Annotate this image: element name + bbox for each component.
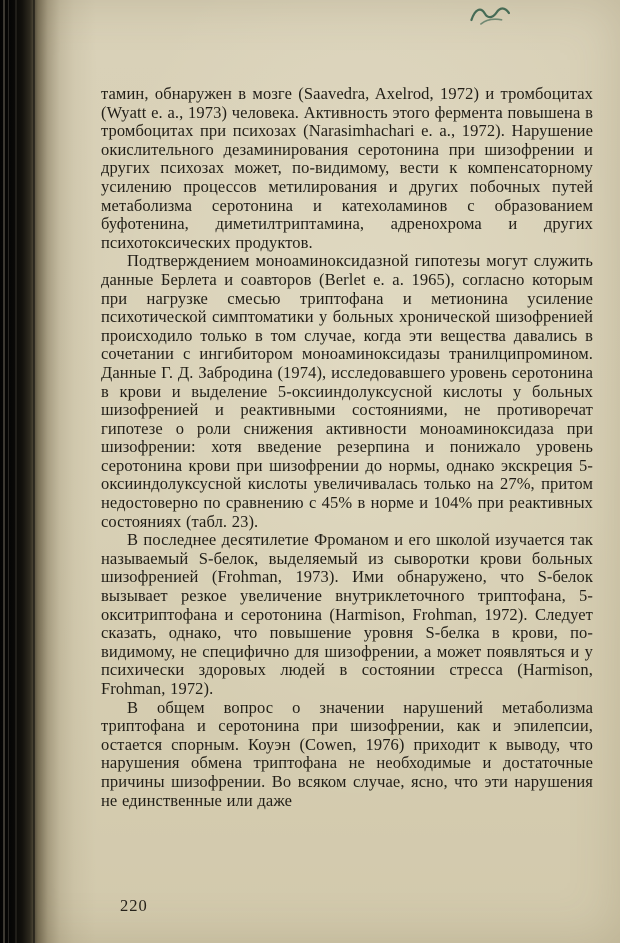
binding-streak bbox=[15, 0, 17, 943]
binding-shadow bbox=[0, 0, 96, 943]
binding-streak bbox=[33, 0, 35, 943]
paragraph-4: В общем вопрос о значении нарушений метаболизма триптофана и серотонина при шизофрении, как и эпилепсии, остается спорным. Коуэн (Cowen, 1976) приходит к выводу, что нарушения обмена триптофана не необходимые и достаточные причины шизофрении. Во всяком случае, ясно, что эти нарушения не единственные или даже bbox=[101, 697, 593, 810]
binding-streak bbox=[3, 0, 5, 943]
paragraph-1: тамин, обнаружен в мозге (Saavedra, Axelrod, 1972) и тромбоцитах (Wyatt е. а., 1973) человека. Активность этого фермента повышена в тромбоцитах при психозах (Narasimhachari е. а., 1972). Нарушение окислительного дезаминирования серотонина при шизофрении и других психозах может, по-видимому, вести к компенсаторному усилению процессов метилирования и других побочных путей метаболизма серотонина и катехоламинов с образованием буфотенина, диметилтриптамина, адренохрома и других психотоксических продуктов. bbox=[101, 84, 593, 252]
page-number: 220 bbox=[120, 896, 148, 915]
paragraph-3: В последнее десятилетие Фроманом и его школой изучается так называемый S-белок, выделяемый из сыворотки крови больных шизофренией (Frohman, 1973). Ими обнаружено, что S-белок вызывает резкое увеличение внутриклеточного триптофана, 5-окситриптофана и серотонина (Harmison, Frohman, 1972). Следует сказать, однако, что повышение уровня S-белка в крови, по-видимому, не специфично для шизофрении, а может появляться и у психически здоровых людей в состоянии стресса (Harmison, Frohman, 1972). bbox=[101, 530, 593, 698]
pen-mark-icon bbox=[467, 0, 513, 30]
page-text bbox=[101, 85, 593, 810]
paragraph-2: Подтверждением моноаминоксидазной гипотезы могут служить данные Берлета и соавторов (Berlet е. а. 1965), согласно которым при нагрузке смесью триптофана и метионина усиление психотической симптоматики у больных хронической шизофренией происходило только в том случае, когда эти вещества давались в сочетании с ингибитором моноаминоксидазы транилципромином. Данные Г. Д. Забродина (1974), исследовавшего уровень серотонина в крови и выделение 5-оксииндолуксусной кислоты у больных шизофренией и реактивными состояниями, не противоречат гипотезе о роли снижения активности моноаминоксидаза при шизофрении: хотя введение резерпина и понижало уровень серотонина крови при шизофрении до нормы, однако экскреция 5-оксииндолуксусной кислоты увеличивалась только на 27%, притом недостоверно по сравнению с 45% в норме и 104% при реактивных состояниях (табл. 23). bbox=[101, 251, 593, 531]
binding-streak bbox=[8, 0, 9, 943]
